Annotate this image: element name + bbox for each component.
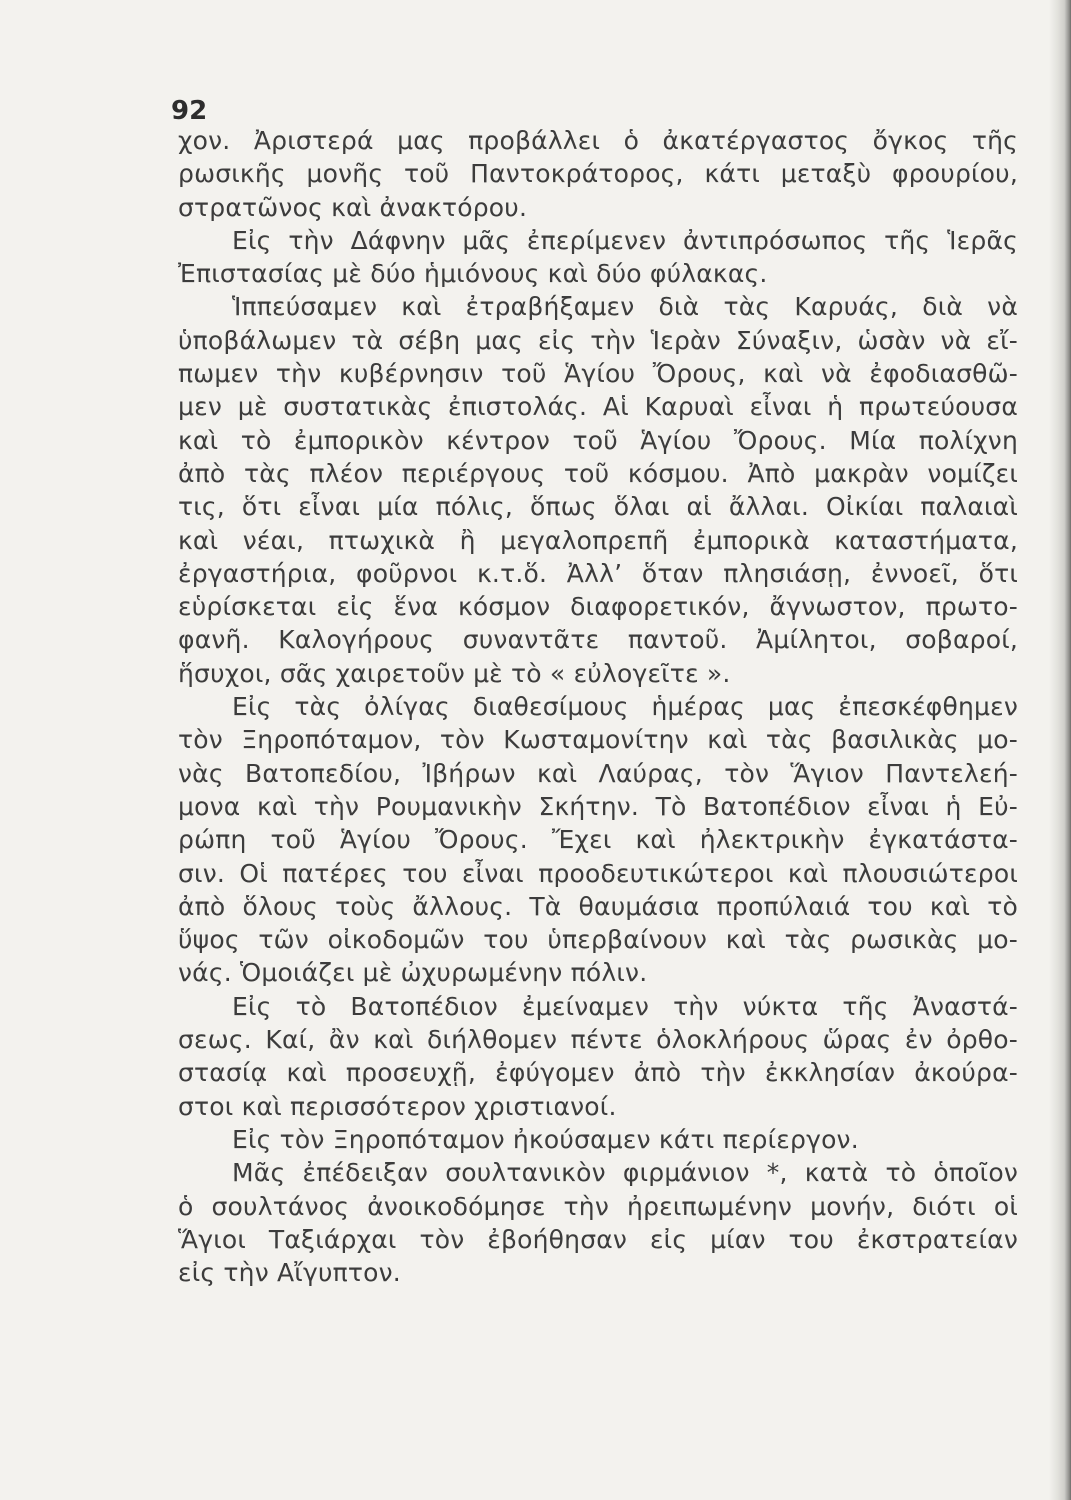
- text-line: ρώπη τοῦ Ἁγίου Ὄρους. Ἔχει καὶ ἠλεκτρικὴν ἐγκατάστα-: [178, 825, 1018, 855]
- paragraph: [178, 1123, 1018, 1156]
- text-line: καὶ τὸ ἐμπορικὸν κέντρον τοῦ Ἁγίου Ὄρους. Μία πολίχνη: [178, 425, 1018, 455]
- text-line: ρωσικῆς μονῆς τοῦ Παντοκράτορος, κάτι μεταξὺ φρουρίου,: [178, 159, 1018, 189]
- text-line: καὶ νέαι, πτωχικὰ ἢ μεγαλοπρεπῆ ἐμπορικὰ καταστήματα,: [178, 525, 1018, 555]
- text-line: σιν. Οἱ πατέρες του εἶναι προοδευτικώτεροι καὶ πλουσιώτεροι: [178, 858, 1018, 888]
- text-line: ὁ σουλτάνος ἀνοικοδόμησε τὴν ἠρειπωμένην μονήν, διότι οἱ: [178, 1191, 1018, 1221]
- text-line: μεν μὲ συστατικὰς ἐπιστολάς. Αἱ Καρυαὶ εἶναι ἡ πρωτεύουσα: [178, 392, 1018, 422]
- text-line: πωμεν τὴν κυβέρνησιν τοῦ Ἁγίου Ὄρους, καὶ νὰ ἐφοδιασθῶ-: [178, 359, 1018, 389]
- page-edge-shadow: [1049, 0, 1071, 1500]
- text-line: Εἰς τὸ Βατοπέδιον ἐμείναμεν τὴν νύκτα τῆς Ἀναστά-: [232, 991, 1018, 1021]
- body-text: [178, 124, 1018, 1289]
- paragraph: [178, 124, 1018, 224]
- paragraph: [178, 290, 1018, 690]
- page-number: 92: [171, 96, 208, 126]
- text-line: Ἱππεύσαμεν καὶ ἐτραβήξαμεν διὰ τὰς Καρυάς, διὰ νὰ: [232, 292, 1018, 322]
- paragraph: [178, 990, 1018, 1123]
- text-line: Εἰς τὴν Δάφνην μᾶς ἐπερίμενεν ἀντιπρόσωπος τῆς Ἱερᾶς: [232, 225, 1018, 255]
- text-line: ἥσυχοι, σᾶς χαιρετοῦν μὲ τὸ « εὐλογεῖτε ».: [178, 658, 731, 688]
- text-line: νὰς Βατοπεδίου, Ἰβήρων καὶ Λαύρας, τὸν Ἅγιον Παντελεή-: [178, 758, 1018, 788]
- text-line: τις, ὅτι εἶναι μία πόλις, ὅπως ὅλαι αἱ ἄλλαι. Οἰκίαι παλαιαὶ: [178, 492, 1018, 522]
- text-line: Ἐπιστασίας μὲ δύο ἡμιόνους καὶ δύο φύλακας.: [178, 259, 768, 289]
- text-line: Ἅγιοι Ταξιάρχαι τὸν ἐβοήθησαν εἰς μίαν του ἐκστρατείαν: [178, 1224, 1018, 1254]
- text-line: μονα καὶ τὴν Ρουμανικὴν Σκήτην. Τὸ Βατοπέδιον εἶναι ἡ Εὐ-: [178, 791, 1018, 821]
- text-line: φανῆ. Καλογήρους συναντᾶτε παντοῦ. Ἀμίλητοι, σοβαροί,: [178, 625, 1018, 655]
- text-line: στρατῶνος καὶ ἀνακτόρου.: [178, 192, 528, 222]
- text-line: Μᾶς ἐπέδειξαν σουλτανικὸν φιρμάνιον *, κατὰ τὸ ὁποῖον: [232, 1158, 1018, 1188]
- paragraph: [178, 224, 1018, 291]
- text-line: σεως. Καί, ἂν καὶ διήλθομεν πέντε ὁλοκλήρους ὥρας ἐν ὀρθο-: [178, 1025, 1018, 1055]
- paragraph: [178, 690, 1018, 990]
- text-line: ἐργαστήρια, φοῦρνοι κ.τ.ὅ. Ἀλλ’ ὅταν πλησιάσῃ, ἐννοεῖ, ὅτι: [178, 558, 1018, 588]
- text-line: ἀπὸ ὅλους τοὺς ἄλλους. Τὰ θαυμάσια προπύλαιά του καὶ τὸ: [178, 891, 1018, 921]
- text-line: εὑρίσκεται εἰς ἕνα κόσμον διαφορετικόν, ἄγνωστον, πρωτο-: [178, 592, 1018, 622]
- text-line: ἀπὸ τὰς πλέον περιέργους τοῦ κόσμου. Ἀπὸ μακρὰν νομίζει: [178, 458, 1018, 488]
- text-line: ὕψος τῶν οἰκοδομῶν του ὑπερβαίνουν καὶ τὰς ρωσικὰς μο-: [178, 925, 1018, 955]
- text-line: χον. Ἀριστερά μας προβάλλει ὁ ἀκατέργαστος ὄγκος τῆς: [178, 126, 1018, 155]
- text-line: νάς. Ὁμοιάζει μὲ ὠχυρωμένην πόλιν.: [178, 958, 648, 988]
- text-line: στασίᾳ καὶ προσευχῇ, ἐφύγομεν ἀπὸ τὴν ἐκκλησίαν ἀκούρα-: [178, 1058, 1018, 1088]
- text-line: Εἰς τὸν Ξηροπόταμον ἠκούσαμεν κάτι περίεργον.: [232, 1124, 859, 1154]
- text-line: εἰς τὴν Αἴγυπτον.: [178, 1258, 401, 1288]
- text-line: τὸν Ξηροπόταμον, τὸν Κωσταμονίτην καὶ τὰς βασιλικὰς μο-: [178, 725, 1018, 755]
- text-line: στοι καὶ περισσότερον χριστιανοί.: [178, 1091, 617, 1121]
- text-line: ὑποβάλωμεν τὰ σέβη μας εἰς τὴν Ἱερὰν Σύναξιν, ὡσὰν νὰ εἴ-: [178, 325, 1018, 355]
- paragraph: [178, 1156, 1018, 1289]
- text-line: Εἰς τὰς ὀλίγας διαθεσίμους ἡμέρας μας ἐπεσκέφθημεν: [232, 692, 1018, 722]
